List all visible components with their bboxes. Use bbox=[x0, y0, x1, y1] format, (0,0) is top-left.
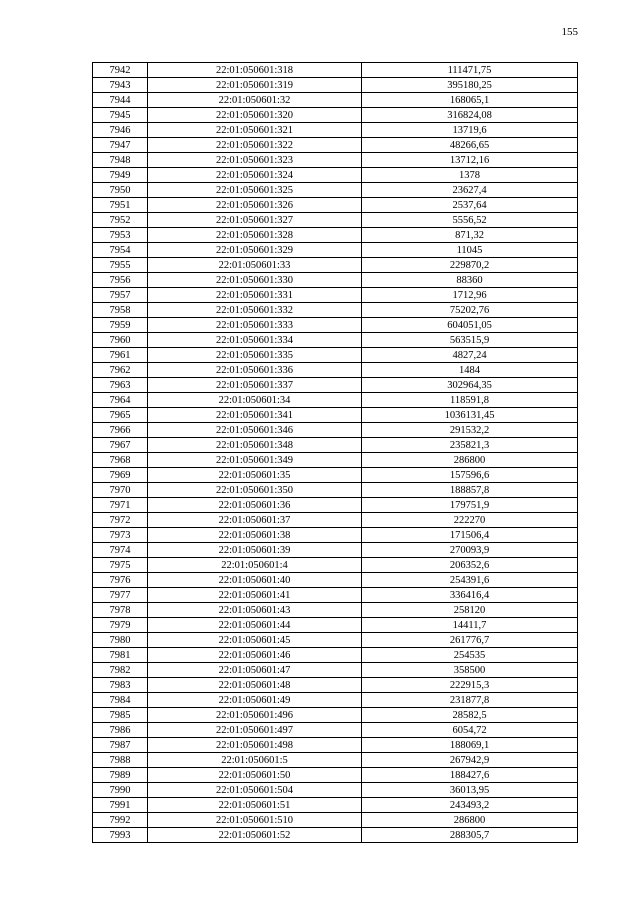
cadastral-number-cell: 22:01:050601:41 bbox=[148, 588, 362, 603]
row-number-cell: 7974 bbox=[93, 543, 148, 558]
row-number-cell: 7944 bbox=[93, 93, 148, 108]
value-cell: 258120 bbox=[362, 603, 578, 618]
value-cell: 157596,6 bbox=[362, 468, 578, 483]
cadastral-number-cell: 22:01:050601:346 bbox=[148, 423, 362, 438]
table-row bbox=[93, 723, 578, 738]
row-number-cell: 7964 bbox=[93, 393, 148, 408]
cadastral-number-cell: 22:01:050601:39 bbox=[148, 543, 362, 558]
table-row bbox=[93, 213, 578, 228]
value-cell: 286800 bbox=[362, 813, 578, 828]
cadastral-number-cell: 22:01:050601:320 bbox=[148, 108, 362, 123]
row-number-cell: 7980 bbox=[93, 633, 148, 648]
row-number-cell: 7958 bbox=[93, 303, 148, 318]
row-number-cell: 7955 bbox=[93, 258, 148, 273]
value-cell: 5556,52 bbox=[362, 213, 578, 228]
value-cell: 2537,64 bbox=[362, 198, 578, 213]
value-cell: 1378 bbox=[362, 168, 578, 183]
row-number-cell: 7983 bbox=[93, 678, 148, 693]
cadastral-number-cell: 22:01:050601:325 bbox=[148, 183, 362, 198]
table-row bbox=[93, 603, 578, 618]
row-number-cell: 7952 bbox=[93, 213, 148, 228]
row-number-cell: 7987 bbox=[93, 738, 148, 753]
row-number-cell: 7979 bbox=[93, 618, 148, 633]
row-number-cell: 7942 bbox=[93, 63, 148, 78]
value-cell: 1484 bbox=[362, 363, 578, 378]
cadastral-number-cell: 22:01:050601:4 bbox=[148, 558, 362, 573]
cadastral-number-cell: 22:01:050601:331 bbox=[148, 288, 362, 303]
cadastral-number-cell: 22:01:050601:36 bbox=[148, 498, 362, 513]
cadastral-number-cell: 22:01:050601:326 bbox=[148, 198, 362, 213]
value-cell: 286800 bbox=[362, 453, 578, 468]
table-row bbox=[93, 333, 578, 348]
value-cell: 316824,08 bbox=[362, 108, 578, 123]
table-row bbox=[93, 228, 578, 243]
row-number-cell: 7946 bbox=[93, 123, 148, 138]
cadastral-number-cell: 22:01:050601:44 bbox=[148, 618, 362, 633]
row-number-cell: 7963 bbox=[93, 378, 148, 393]
cadastral-number-cell: 22:01:050601:332 bbox=[148, 303, 362, 318]
row-number-cell: 7984 bbox=[93, 693, 148, 708]
table-row bbox=[93, 468, 578, 483]
cadastral-number-cell: 22:01:050601:497 bbox=[148, 723, 362, 738]
row-number-cell: 7960 bbox=[93, 333, 148, 348]
table-row bbox=[93, 798, 578, 813]
table-row bbox=[93, 588, 578, 603]
value-cell: 563515,9 bbox=[362, 333, 578, 348]
table-row bbox=[93, 618, 578, 633]
table-row bbox=[93, 453, 578, 468]
row-number-cell: 7945 bbox=[93, 108, 148, 123]
cadastral-number-cell: 22:01:050601:52 bbox=[148, 828, 362, 843]
row-number-cell: 7977 bbox=[93, 588, 148, 603]
table-row bbox=[93, 78, 578, 93]
row-number-cell: 7989 bbox=[93, 768, 148, 783]
table-row bbox=[93, 393, 578, 408]
table-row bbox=[93, 558, 578, 573]
table-row bbox=[93, 813, 578, 828]
row-number-cell: 7992 bbox=[93, 813, 148, 828]
value-cell: 171506,4 bbox=[362, 528, 578, 543]
value-cell: 871,32 bbox=[362, 228, 578, 243]
cadastral-number-cell: 22:01:050601:319 bbox=[148, 78, 362, 93]
row-number-cell: 7975 bbox=[93, 558, 148, 573]
table-row bbox=[93, 258, 578, 273]
table-row bbox=[93, 648, 578, 663]
row-number-cell: 7943 bbox=[93, 78, 148, 93]
table-row bbox=[93, 273, 578, 288]
row-number-cell: 7972 bbox=[93, 513, 148, 528]
cadastral-number-cell: 22:01:050601:510 bbox=[148, 813, 362, 828]
value-cell: 222915,3 bbox=[362, 678, 578, 693]
cadastral-number-cell: 22:01:050601:329 bbox=[148, 243, 362, 258]
table-row bbox=[93, 828, 578, 843]
row-number-cell: 7988 bbox=[93, 753, 148, 768]
cadastral-number-cell: 22:01:050601:328 bbox=[148, 228, 362, 243]
value-cell: 358500 bbox=[362, 663, 578, 678]
value-cell: 235821,3 bbox=[362, 438, 578, 453]
page-number: 155 bbox=[561, 26, 578, 38]
value-cell: 188069,1 bbox=[362, 738, 578, 753]
row-number-cell: 7956 bbox=[93, 273, 148, 288]
table-body bbox=[93, 63, 578, 843]
cadastral-number-cell: 22:01:050601:341 bbox=[148, 408, 362, 423]
cadastral-number-cell: 22:01:050601:38 bbox=[148, 528, 362, 543]
cadastral-number-cell: 22:01:050601:330 bbox=[148, 273, 362, 288]
row-number-cell: 7990 bbox=[93, 783, 148, 798]
value-cell: 11045 bbox=[362, 243, 578, 258]
table-row bbox=[93, 378, 578, 393]
value-cell: 395180,25 bbox=[362, 78, 578, 93]
table-row bbox=[93, 93, 578, 108]
table-row bbox=[93, 543, 578, 558]
table-row bbox=[93, 498, 578, 513]
row-number-cell: 7978 bbox=[93, 603, 148, 618]
row-number-cell: 7966 bbox=[93, 423, 148, 438]
value-cell: 13719,6 bbox=[362, 123, 578, 138]
table-row bbox=[93, 768, 578, 783]
table-row bbox=[93, 738, 578, 753]
table-row bbox=[93, 183, 578, 198]
value-cell: 14411,7 bbox=[362, 618, 578, 633]
cadastral-number-cell: 22:01:050601:321 bbox=[148, 123, 362, 138]
value-cell: 302964,35 bbox=[362, 378, 578, 393]
cadastral-number-cell: 22:01:050601:45 bbox=[148, 633, 362, 648]
table-row bbox=[93, 483, 578, 498]
row-number-cell: 7967 bbox=[93, 438, 148, 453]
cadastral-number-cell: 22:01:050601:323 bbox=[148, 153, 362, 168]
cadastral-number-cell: 22:01:050601:496 bbox=[148, 708, 362, 723]
value-cell: 28582,5 bbox=[362, 708, 578, 723]
value-cell: 188857,8 bbox=[362, 483, 578, 498]
row-number-cell: 7968 bbox=[93, 453, 148, 468]
cadastral-number-cell: 22:01:050601:49 bbox=[148, 693, 362, 708]
cadastral-number-cell: 22:01:050601:51 bbox=[148, 798, 362, 813]
value-cell: 188427,6 bbox=[362, 768, 578, 783]
table-row bbox=[93, 303, 578, 318]
cadastral-number-cell: 22:01:050601:32 bbox=[148, 93, 362, 108]
value-cell: 6054,72 bbox=[362, 723, 578, 738]
table-row bbox=[93, 783, 578, 798]
row-number-cell: 7959 bbox=[93, 318, 148, 333]
cadastral-number-cell: 22:01:050601:335 bbox=[148, 348, 362, 363]
row-number-cell: 7951 bbox=[93, 198, 148, 213]
table-row bbox=[93, 243, 578, 258]
row-number-cell: 7953 bbox=[93, 228, 148, 243]
row-number-cell: 7976 bbox=[93, 573, 148, 588]
table-row bbox=[93, 318, 578, 333]
value-cell: 229870,2 bbox=[362, 258, 578, 273]
value-cell: 270093,9 bbox=[362, 543, 578, 558]
cadastral-number-cell: 22:01:050601:40 bbox=[148, 573, 362, 588]
row-number-cell: 7993 bbox=[93, 828, 148, 843]
table-row bbox=[93, 663, 578, 678]
row-number-cell: 7948 bbox=[93, 153, 148, 168]
row-number-cell: 7971 bbox=[93, 498, 148, 513]
value-cell: 231877,8 bbox=[362, 693, 578, 708]
cadastral-number-cell: 22:01:050601:322 bbox=[148, 138, 362, 153]
cadastral-number-cell: 22:01:050601:336 bbox=[148, 363, 362, 378]
table-row bbox=[93, 153, 578, 168]
cadastral-number-cell: 22:01:050601:34 bbox=[148, 393, 362, 408]
value-cell: 243493,2 bbox=[362, 798, 578, 813]
row-number-cell: 7970 bbox=[93, 483, 148, 498]
value-cell: 48266,65 bbox=[362, 138, 578, 153]
row-number-cell: 7947 bbox=[93, 138, 148, 153]
cadastral-number-cell: 22:01:050601:43 bbox=[148, 603, 362, 618]
value-cell: 288305,7 bbox=[362, 828, 578, 843]
value-cell: 168065,1 bbox=[362, 93, 578, 108]
value-cell: 179751,9 bbox=[362, 498, 578, 513]
cadastral-number-cell: 22:01:050601:48 bbox=[148, 678, 362, 693]
value-cell: 206352,6 bbox=[362, 558, 578, 573]
value-cell: 222270 bbox=[362, 513, 578, 528]
value-cell: 336416,4 bbox=[362, 588, 578, 603]
row-number-cell: 7949 bbox=[93, 168, 148, 183]
table-row bbox=[93, 63, 578, 78]
table-row bbox=[93, 288, 578, 303]
cadastral-number-cell: 22:01:050601:324 bbox=[148, 168, 362, 183]
cadastral-number-cell: 22:01:050601:504 bbox=[148, 783, 362, 798]
row-number-cell: 7981 bbox=[93, 648, 148, 663]
row-number-cell: 7986 bbox=[93, 723, 148, 738]
row-number-cell: 7982 bbox=[93, 663, 148, 678]
row-number-cell: 7991 bbox=[93, 798, 148, 813]
table-row bbox=[93, 408, 578, 423]
value-cell: 111471,75 bbox=[362, 63, 578, 78]
cadastral-number-cell: 22:01:050601:318 bbox=[148, 63, 362, 78]
table-row bbox=[93, 693, 578, 708]
table-row bbox=[93, 753, 578, 768]
table-row bbox=[93, 438, 578, 453]
table-row bbox=[93, 678, 578, 693]
cadastral-number-cell: 22:01:050601:348 bbox=[148, 438, 362, 453]
value-cell: 254391,6 bbox=[362, 573, 578, 588]
row-number-cell: 7973 bbox=[93, 528, 148, 543]
value-cell: 23627,4 bbox=[362, 183, 578, 198]
row-number-cell: 7962 bbox=[93, 363, 148, 378]
table-row bbox=[93, 528, 578, 543]
value-cell: 118591,8 bbox=[362, 393, 578, 408]
table-row bbox=[93, 708, 578, 723]
table-row bbox=[93, 108, 578, 123]
value-cell: 88360 bbox=[362, 273, 578, 288]
cadastral-number-cell: 22:01:050601:334 bbox=[148, 333, 362, 348]
row-number-cell: 7954 bbox=[93, 243, 148, 258]
row-number-cell: 7950 bbox=[93, 183, 148, 198]
cadastral-number-cell: 22:01:050601:349 bbox=[148, 453, 362, 468]
value-cell: 1036131,45 bbox=[362, 408, 578, 423]
cadastral-number-cell: 22:01:050601:350 bbox=[148, 483, 362, 498]
table-row bbox=[93, 513, 578, 528]
value-cell: 604051,05 bbox=[362, 318, 578, 333]
value-cell: 75202,76 bbox=[362, 303, 578, 318]
value-cell: 254535 bbox=[362, 648, 578, 663]
table-row bbox=[93, 123, 578, 138]
cadastral-number-cell: 22:01:050601:333 bbox=[148, 318, 362, 333]
value-cell: 13712,16 bbox=[362, 153, 578, 168]
table-row bbox=[93, 348, 578, 363]
cadastral-number-cell: 22:01:050601:33 bbox=[148, 258, 362, 273]
table-row bbox=[93, 423, 578, 438]
table-row bbox=[93, 198, 578, 213]
row-number-cell: 7961 bbox=[93, 348, 148, 363]
cadastral-number-cell: 22:01:050601:37 bbox=[148, 513, 362, 528]
value-cell: 267942,9 bbox=[362, 753, 578, 768]
table-row bbox=[93, 633, 578, 648]
table-row bbox=[93, 138, 578, 153]
row-number-cell: 7985 bbox=[93, 708, 148, 723]
value-cell: 261776,7 bbox=[362, 633, 578, 648]
cadastral-number-cell: 22:01:050601:35 bbox=[148, 468, 362, 483]
value-cell: 4827,24 bbox=[362, 348, 578, 363]
value-cell: 36013,95 bbox=[362, 783, 578, 798]
row-number-cell: 7957 bbox=[93, 288, 148, 303]
table-row bbox=[93, 573, 578, 588]
table-row bbox=[93, 363, 578, 378]
cadastral-number-cell: 22:01:050601:498 bbox=[148, 738, 362, 753]
cadastral-number-cell: 22:01:050601:5 bbox=[148, 753, 362, 768]
cadastral-number-cell: 22:01:050601:47 bbox=[148, 663, 362, 678]
value-cell: 1712,96 bbox=[362, 288, 578, 303]
row-number-cell: 7965 bbox=[93, 408, 148, 423]
table-row bbox=[93, 168, 578, 183]
value-cell: 291532,2 bbox=[362, 423, 578, 438]
cadastral-number-cell: 22:01:050601:337 bbox=[148, 378, 362, 393]
cadastral-number-cell: 22:01:050601:50 bbox=[148, 768, 362, 783]
cadastral-number-cell: 22:01:050601:46 bbox=[148, 648, 362, 663]
cadastral-value-table bbox=[92, 62, 578, 843]
row-number-cell: 7969 bbox=[93, 468, 148, 483]
cadastral-number-cell: 22:01:050601:327 bbox=[148, 213, 362, 228]
